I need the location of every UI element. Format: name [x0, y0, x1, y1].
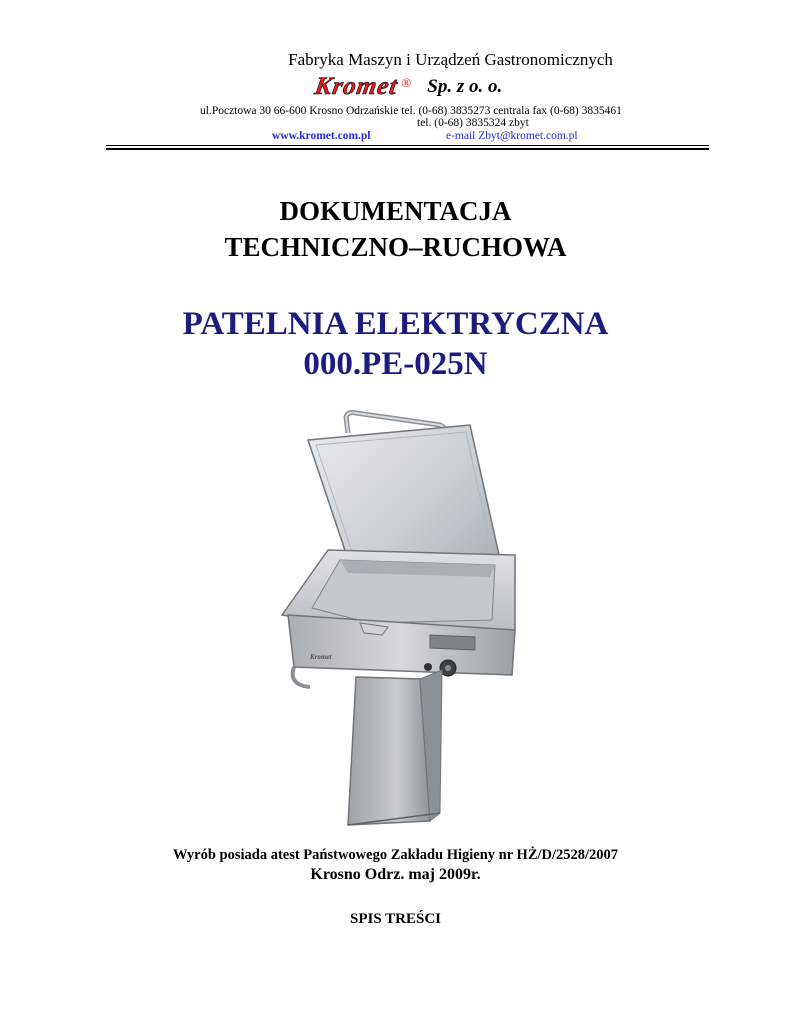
- doc-title-line1: DOKUMENTACJA: [279, 196, 512, 226]
- email-link[interactable]: e-mail Zbyt@kromet.com.pl: [446, 130, 578, 142]
- product-photo: [270, 405, 530, 835]
- certificate-note: Wyrób posiada atest Państwowego Zakładu Higieny nr HŻ/D/2528/2007: [172, 847, 619, 863]
- registered-mark: ®: [401, 75, 412, 90]
- header-divider-thick: [106, 148, 709, 150]
- legal-form: Sp. z o. o.: [427, 76, 503, 97]
- product-name: PATELNIA ELEKTRYCZNA: [182, 306, 609, 342]
- product-badge: Kromet: [310, 653, 332, 661]
- product-code: 000.PE-025N: [303, 346, 488, 382]
- place-date: Krosno Odrz. maj 2009r.: [310, 866, 481, 883]
- header-divider-thin: [106, 145, 709, 146]
- logo-row: [312, 73, 503, 100]
- toc-heading: SPIS TREŚCI: [349, 911, 442, 927]
- phone-sales: tel. (0-68) 3835324 zbyt: [417, 117, 529, 129]
- website-link[interactable]: www.kromet.com.pl: [272, 130, 371, 142]
- company-name: Fabryka Maszyn i Urządzeń Gastronomicznych: [288, 50, 613, 69]
- address-line: ul.Pocztowa 30 66-600 Krosno Odrzańskie tel. (0-68) 3835273 centrala fax (0-68) 3835461: [200, 105, 622, 117]
- doc-title-line2: TECHNICZNO–RUCHOWA: [224, 232, 567, 262]
- kromet-logo: Kromet: [312, 73, 400, 100]
